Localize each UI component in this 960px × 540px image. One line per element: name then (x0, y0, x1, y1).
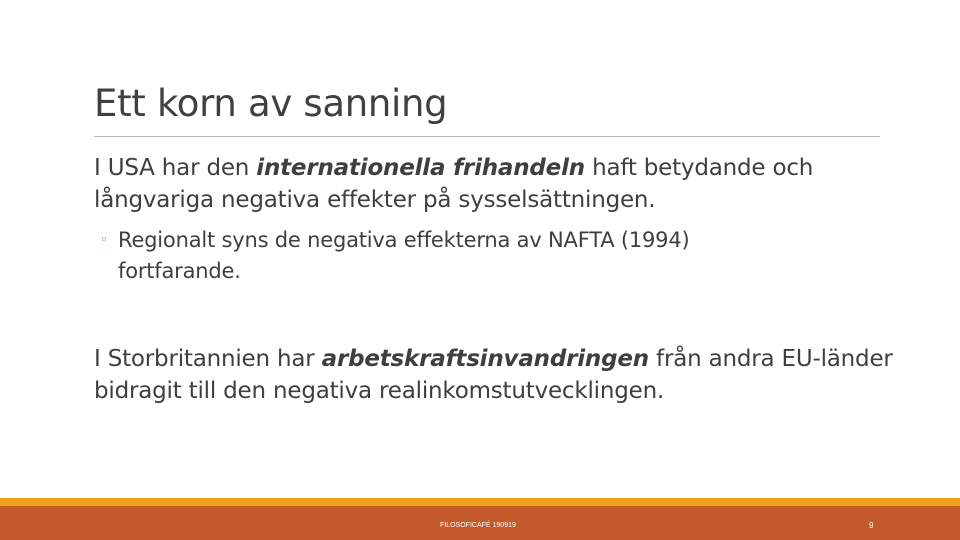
paragraph-uk-lead: I Storbritannien har (94, 346, 322, 372)
footer-text: FILOSOFICAFÉ 190919 (440, 522, 516, 529)
subbullet-line-2: fortfarande. (118, 259, 241, 283)
hollow-circle-bullet-icon: ◦ (100, 233, 108, 248)
paragraph-uk-emphasis: arbetskraftsinvandringen (321, 346, 649, 372)
paragraph-uk (94, 343, 894, 407)
page-number: 9 (869, 521, 874, 530)
paragraph-usa-rest: haft betydande och långvariga negativa effekter på sysselsättningen. (94, 155, 814, 213)
paragraph-usa-lead: I USA har den (94, 155, 257, 181)
paragraph-usa (94, 152, 894, 216)
paragraph-uk-rest: från andra EU-länder bidragit till den negativa realinkomstutvecklingen. (94, 346, 893, 404)
subbullet-nafta (100, 225, 860, 286)
paragraph-usa-emphasis: internationella frihandeln (256, 155, 585, 181)
subbullet-line-1: Regionalt syns de negativa effekterna av NAFTA (1994) (118, 228, 690, 252)
slide-title: Ett korn av sanning (94, 82, 448, 125)
title-divider (94, 136, 880, 137)
footer-bar (0, 506, 960, 540)
footer-accent-bar (0, 498, 960, 506)
